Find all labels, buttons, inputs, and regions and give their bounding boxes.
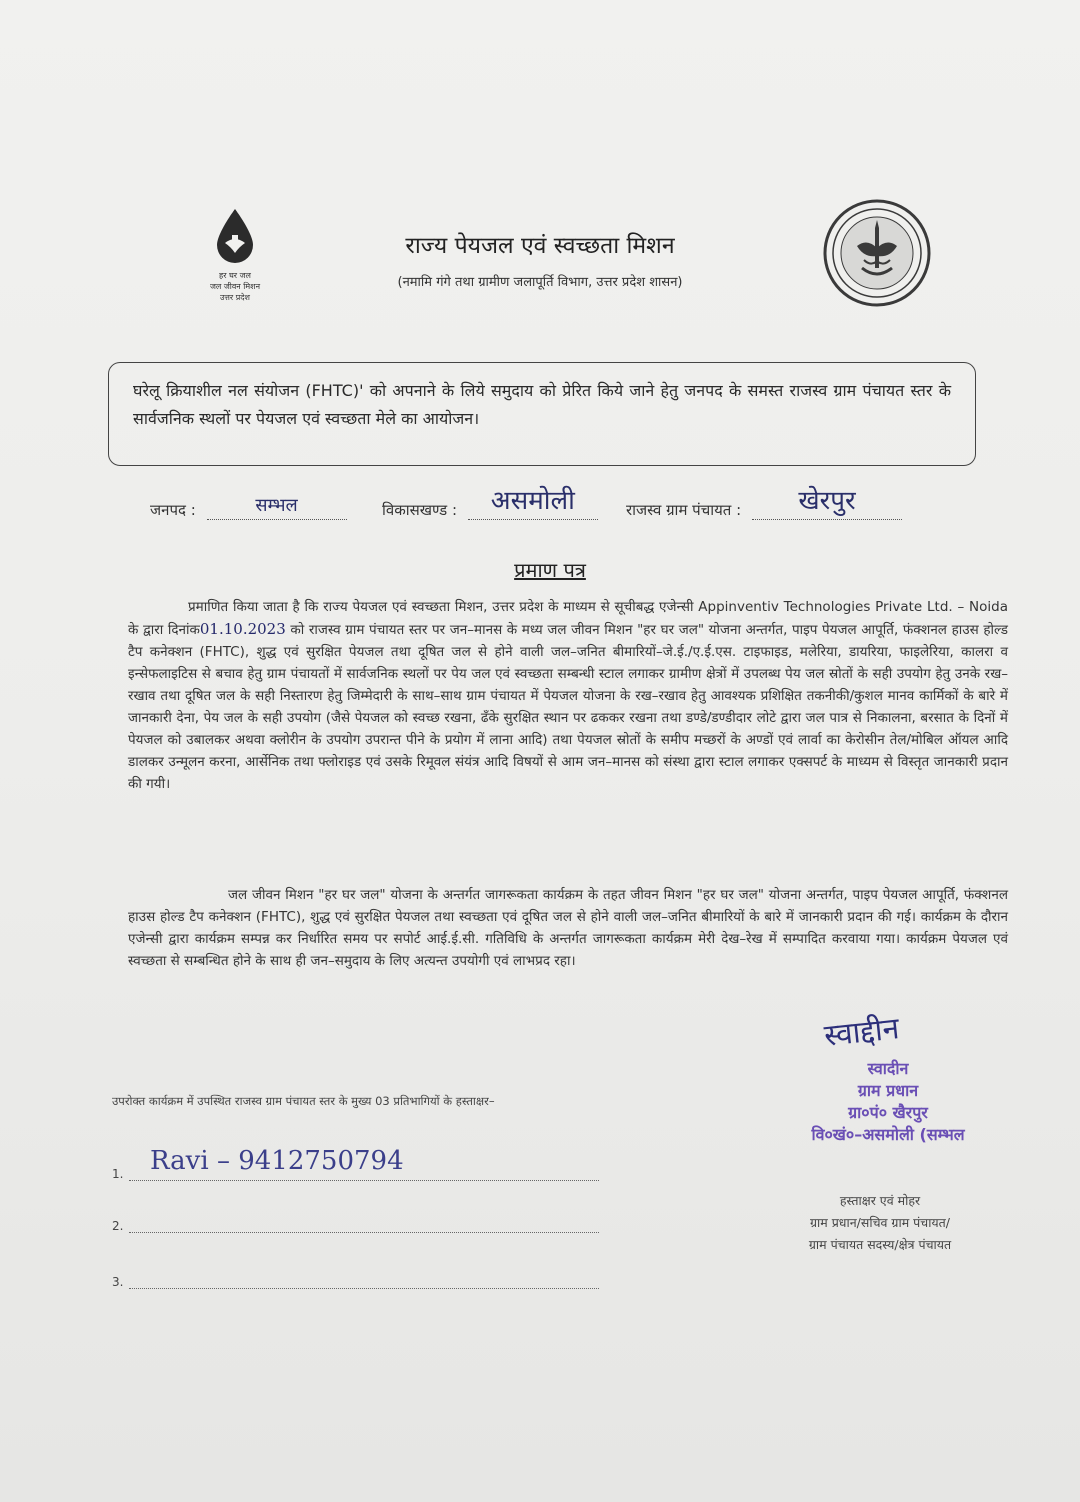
body-paragraph-1 bbox=[128, 596, 1008, 795]
block-field bbox=[382, 486, 598, 520]
village-value: खेरपुर bbox=[798, 486, 856, 516]
stamp-line-designation: ग्राम प्रधान bbox=[857, 1081, 919, 1100]
stamp-line-name: स्वादीन bbox=[867, 1059, 909, 1078]
event-date: 01.10.2023 bbox=[199, 620, 286, 638]
caption-line-2: ग्राम प्रधान/सचिव ग्राम पंचायत/ bbox=[809, 1215, 951, 1230]
village-field bbox=[626, 486, 902, 520]
subject-box: घरेलू क्रियाशील नल संयोजन (FHTC)' को अपनाने के लिये समुदाय को प्रेरित किये जाने हेतु जनपद के समस्त राजस्व ग्राम पंचायत स्तर के सार्वजनिक स्थलों पर पेयजल एवं स्वच्छता मेले का आयोजन। bbox=[108, 362, 976, 466]
certificate-title: प्रमाण पत्र bbox=[514, 558, 586, 582]
location-fields bbox=[150, 486, 970, 532]
para1-intro: प्रमाणित किया जाता है कि राज्य पेयजल एवं स्वच्छता मिशन, उत्तर प्रदेश के माध्यम से सूचीबद्ध एजेन्सी Appinventiv Technologies Private Ltd. – Noida के द्वारा दिनांक bbox=[128, 599, 1008, 638]
participants-note: उपरोक्त कार्यक्रम में उपस्थित राजस्व ग्राम पंचायत स्तर के मुख्य 03 प्रतिभागियों के हस्ताक्षर– bbox=[112, 1094, 495, 1108]
caption-line-1: हस्ताक्षर एवं मोहर bbox=[839, 1193, 921, 1208]
block-value: असमोली bbox=[490, 486, 575, 516]
logo-caption-3: उत्तर प्रदेश bbox=[220, 293, 250, 302]
block-label: विकासखण्ड : bbox=[382, 501, 458, 519]
signature-caption bbox=[750, 1190, 1010, 1256]
participant-line-3: 3. bbox=[112, 1274, 599, 1289]
har-ghar-jal-logo bbox=[190, 205, 280, 302]
handwritten-signature: स्वाद्दीन bbox=[822, 1011, 901, 1054]
logo-caption-2: जल जीवन मिशन bbox=[209, 282, 261, 291]
body-paragraph-2: जल जीवन मिशन "हर घर जल" योजना के अन्तर्गत जागरूकता कार्यक्रम के तहत जीवन मिशन "हर घर जल" योजना अन्तर्गत, पाइप पेयजल आपूर्ति, फंक्शनल हाउस होल्ड टैप कनेक्शन (FHTC), शुद्ध एवं सुरक्षित पेयजल तथा स्वच्छता एवं दूषित जल से होने वाली जल–जनित बीमारियों के बारे में जानकारी प्रदान की गई। कार्यक्रम के दौरान एजेन्सी द्वारा कार्यक्रम सम्पन्न कर निर्धारित समय पर सपोर्ट आई.ई.सी. गतिविधि के अन्तर्गत जागरूकता कार्यक्रम मेरी देख–रेख में सम्पादित करवाया गया। कार्यक्रम पेयजल एवं स्वच्छता से सम्बन्धित होने के साथ ही जन–समुदाय के लिए अत्यन्त उपयोगी एवं लाभप्रद रहा। bbox=[128, 887, 1008, 969]
participant-line-1: 1. bbox=[112, 1166, 599, 1181]
participant-1-signature: Ravi – 9412750794 bbox=[150, 1146, 404, 1176]
department-subtitle: (नमामि गंगे तथा ग्रामीण जलापूर्ति विभाग, उत्तर प्रदेश शासन) bbox=[397, 275, 683, 290]
participant-line-2: 2. bbox=[112, 1218, 599, 1233]
water-drop-icon bbox=[205, 205, 265, 265]
up-government-seal-icon bbox=[822, 198, 932, 308]
mission-title: राज्य पेयजल एवं स्वच्छता मिशन bbox=[405, 233, 675, 259]
stamp-line-block: वि०खं०–असमोली (सम्भल bbox=[811, 1125, 965, 1144]
gram-pradhan-stamp bbox=[758, 1058, 1018, 1146]
caption-line-3: ग्राम पंचायत सदस्य/क्षेत्र पंचायत bbox=[808, 1237, 952, 1252]
district-value: सम्भल bbox=[255, 495, 298, 516]
logo-caption-1: हर घर जल bbox=[219, 271, 251, 280]
village-label: राजस्व ग्राम पंचायत : bbox=[626, 501, 742, 519]
para1-rest: को राजस्व ग्राम पंचायत स्तर पर जन–मानस के मध्य जल जीवन मिशन "हर घर जल" योजना अन्तर्गत, पाइप पेयजल आपूर्ति, फंक्शनल हाउस होल्ड टैप कनेक्शन (FHTC), शुद्ध एवं सुरक्षित पेयजल तथा दूषित जल से होने वाली जल–जनित बीमारियों–जे.ई./ए.ई.एस. टाइफाइड, मलेरिया, डायरिया, फाइलेरिया, कालरा व इन्सेफलाइटिस से बचाव हेतु ग्राम पंचायतों में सार्वजनिक स्थलों पर पेय जल एवं स्वच्छता सम्बन्धी स्टाल लगाकर ग्रामीण क्षेत्रों में उपलब्ध पेय जल स्रोतों के सही उपयोग हेतु उनके रख–रखाव तथा दूषित जल के सही निस्तारण हेतु जिम्मेदारी के साथ–साथ ग्राम पंचायत में पेयजल योजना के रख–रखाव हेतु आवश्यक प्रशिक्षित तकनीकी/कुशल मानव कार्मिकों के बारे में जानकारी देना, पेय जल के सही उपयोग (जैसे पेयजल को स्वच्छ रखना, ढँके सुरक्षित स्थान पर ढककर रखना तथा डण्डे/डण्डीदार लोटे द्वारा जल पात्र से निकालना, बरसात के दिनों में पेयजल को उबालकर अथवा क्लोरीन के उपयोग उपरान्त पीने के प्रयोग में लाना आदि) तथा पेयजल स्रोतों के समीप मच्छरों के अण्डों एवं लार्वा का केरोसीन तेल/मोबिल ऑयल आदि डालकर उन्मूलन करना, आर्सेनिक तथा फ्लोराइड एवं उसके रिमूवल संयंत्र आदि विषयों से आम जन–मानस को संस्था द्वारा स्टाल लगाकर एक्सपर्ट के माध्यम से विस्तृत जानकारी प्रदान की गयी। bbox=[128, 622, 1008, 792]
stamp-line-village: ग्रा०पं० खैरपुर bbox=[848, 1103, 928, 1122]
district-field bbox=[150, 495, 347, 520]
district-label: जनपद : bbox=[150, 501, 196, 519]
